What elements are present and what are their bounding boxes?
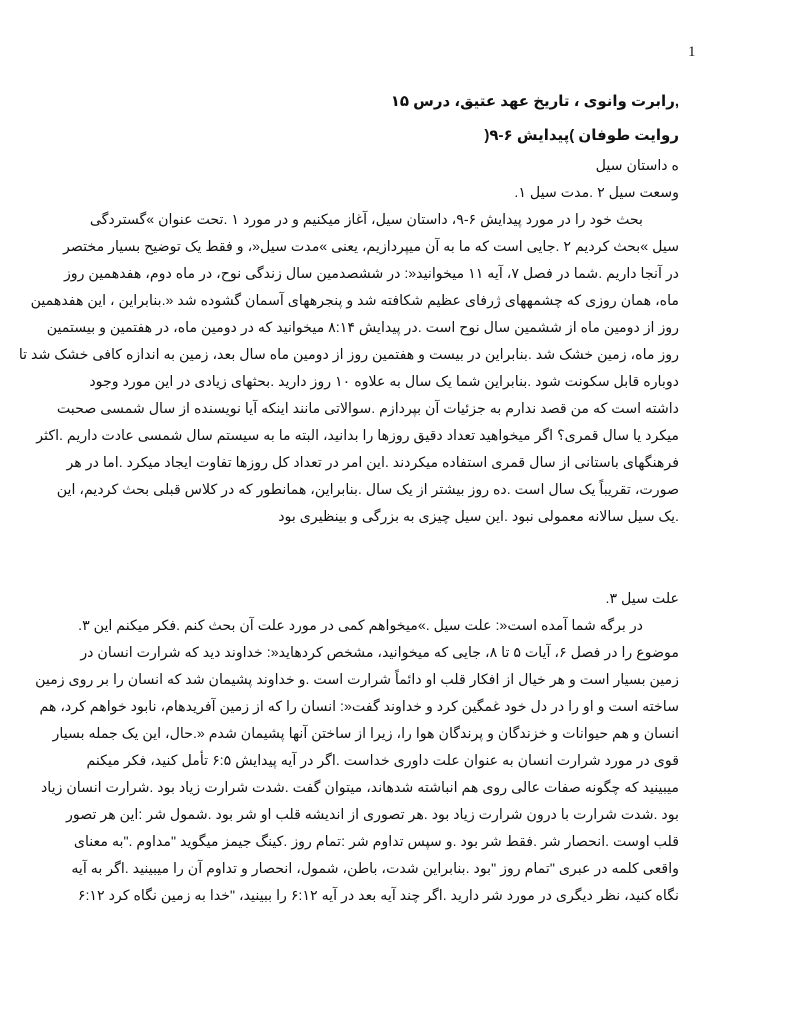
paragraph-line: واقعی کلمه در عبری "تمام روز "بود .بنابراین شدت، باطن، شمول، انحصار و تداوم آن را میبینید .اگر به آیه: [71, 861, 679, 877]
paragraph-line: میکرد یا سال قمری؟ اگر میخواهید تعداد دقیق روزها را بدانید، البته ما به سیستم سال شمسی عادت داریم .اکثر: [36, 428, 679, 444]
paragraph-line: داشته است که من قصد ندارم به جزئیات آن بپردازم .سوالاتی مانند اینکه آیا نویسنده از سال شمسی صحبت: [56, 401, 679, 417]
paragraph-line: فرهنگهای باستانی از سال قمری استفاده میکردند .این امر در تعداد کل روزها تفاوت ایجاد میکرد .اما در هر: [66, 455, 679, 471]
paragraph-line: قوی در مورد شرارت انسان به عنوان علت داوری خداست .اگر در آیه پیدایش ۶:۵ تأمل کنید، فکر میکنم: [86, 753, 679, 769]
page-number: 1: [688, 44, 696, 60]
paragraph-line: .یک سیل سالانه معمولی نبود .این سیل چیزی به بزرگی و بینظیری بود: [278, 509, 679, 525]
paragraph-line: ماه، همان روزی که چشمههای ژرفای عظیم شکافته شد و پنجرههای آسمان گشوده شد «.بنابراین ، این هفدهمین: [30, 293, 679, 309]
outline-item: ه داستان سیل: [595, 158, 679, 174]
outline-item: وسعت سیل ۲ .مدت سیل ۱.: [514, 185, 679, 201]
paragraph-line: نگاه کنید، نظر دیگری در مورد شر دارید .اگر چند آیه بعد در آیه ۶:۱۲ را ببینید، "خدا به زمین نگاه کرد ۶:۱۲: [77, 888, 679, 904]
document-subtitle: روایت طوفان )پیدایش ۶-۹(: [484, 127, 679, 144]
section-heading: علت سیل ۳.: [605, 591, 679, 607]
paragraph-line: روز ماه، زمین خشک شد .بنابراین در بیست و هفتمین روز از دومین ماه سال بعد، زمین به اندازه کافی خشک شد تا: [18, 347, 679, 363]
paragraph-line: موضوع را در فصل ۶، آیات ۵ تا ۸، جایی که میخوانید، مشخص کردهاید«: خداوند دید که شرارت انسان در: [80, 645, 679, 661]
paragraph-line: بود .شدت شرارت با درون شرارت زیاد بود .هر تصوری از اندیشه قلب او شر بود .شمول شر :این هر تصور: [66, 807, 679, 823]
paragraph-line: میبینید که چگونه صفات عالی روی هم انباشته شدهاند، میتوان گفت .شدت شرارت زیاد بود .شرارت انسان زیاد: [40, 780, 679, 796]
paragraph-line: در آنجا داریم .شما در فصل ۷، آیه ۱۱ میخوانید«: در ششصدمین سال زندگی نوح، در ماه دوم، هفدهمین روز: [63, 266, 679, 282]
paragraph-line: سیل »بحث کردیم ۲ .جایی است که ما به آن میپردازیم، یعنی »مدت سیل«، و فقط یک توضیح بسیار مختصر: [63, 239, 679, 255]
document-title: ,رابرت وانوی ، تاریخ عهد عتیق، درس ۱۵: [390, 93, 679, 110]
paragraph-line: قلب اوست .انحصار شر .فقط شر بود .و سپس تداوم شر :تمام روز .کینگ جیمز میگوید "مداوم ."به معنای: [73, 834, 679, 850]
paragraph-line: بحث خود را در مورد پیدایش ۶-۹، داستان سیل، آغاز میکنیم و در مورد ۱ .تحت عنوان »گستردگی: [89, 212, 643, 228]
paragraph-line: زمین بسیار است و هر خیال از افکار قلب او دائماً شرارت است .و خداوند پشیمان شد که انسان را بر روی زمین: [35, 672, 679, 688]
paragraph-line: انسان و هم حیوانات و خزندگان و پرندگان هوا را، زیرا از ساختن آنها پشیمان شدم «.حال، این یک جمله بسیار: [52, 726, 679, 742]
paragraph-line: ساخته است و او را در دل خود غمگین کرد و خداوند گفت«: انسان را که از زمین آفریدهام، نابود خواهم کرد، هم: [39, 699, 679, 715]
paragraph-line: دوباره قابل سکونت شود .بنابراین شما یک سال به علاوه ۱۰ روز دارید .بحثهای زیادی در این مورد وجود: [89, 374, 679, 390]
paragraph-line: صورت، تقریباً یک سال است .ده روز بیشتر از یک سال .بنابراین، همانطور که در کلاس قبلی بحث کردیم، این: [56, 482, 679, 498]
paragraph-line: در برگه شما آمده است«: علت سیل .»میخواهم کمی در مورد علت آن بحث کنم .فکر میکنم این ۳.: [78, 618, 643, 634]
paragraph-line: روز از دومین ماه از ششمین سال نوح است .در پیدایش ۸:۱۴ میخوانید که در دومین ماه، در هفتمین و بیستمین: [46, 320, 679, 336]
